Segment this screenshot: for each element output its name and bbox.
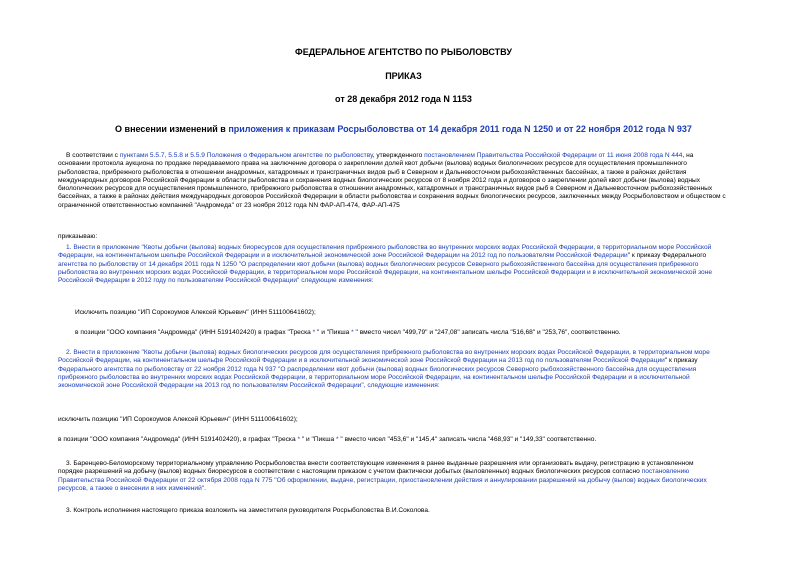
asterisk-icon: * bbox=[295, 436, 302, 443]
item-4-paragraph: 3. Контроль исполнения настоящего приказа возложить на заместителя руководителя Росрыболовства В.И.Соколова. bbox=[66, 507, 430, 514]
document-title bbox=[0, 124, 807, 135]
preamble-paragraph bbox=[58, 152, 770, 210]
decree-link[interactable]: постановлением Правительства Российской Федерации от 11 июня 2008 года N 444 bbox=[424, 152, 683, 159]
item-2-position bbox=[58, 436, 596, 444]
orders-word: приказываю: bbox=[58, 233, 98, 240]
item-1-appendix-link[interactable]: 1. Внести в приложение "Квоты добычи (вылова) водных биоресурсов для осуществления прибрежного рыболовства во внутренних морских водах Российской Федерации, в территориальном море Российской bbox=[66, 244, 712, 251]
item-2-position-tail: " вместо чисел "453,6" и "145,4" записать числа "468,93" и "149,33" соответственно. bbox=[340, 436, 597, 443]
title-link[interactable]: приложения к приказам Росрыболовства от 14 декабря 2011 года N 1250 и от 22 ноября 2012 года N 937 bbox=[228, 124, 692, 134]
item-1-line: агентства по рыболовству от 14 декабря 2011 года N 1250 "О распределении квот добычи (вылова) водных биологических ресурсов Северного рыбохозяйственного бассейна для осуществления прибрежного bbox=[58, 260, 699, 268]
item-3-line: Правительства Российской Федерации от 22 октября 2008 года N 775 "Об оформлении, выдаче, регистрации, приостановлении действия и аннулировании разрешений на добычу (вылов) водных биологических bbox=[58, 476, 707, 484]
item-1-exclude: Исключить позицию "ИП Сорокоумов Алексей Юрьевич" (ИНН 511100641602); bbox=[75, 309, 316, 316]
item-1-line-2 bbox=[58, 252, 770, 260]
item-3-line: 3. Баренцево-Беломорскому территориальному управлению Росрыболовства внести соответствующие изменения в ранее выданные разрешения или организовать выдачу, регистрацию в установленном bbox=[66, 460, 694, 467]
item-2-line: Федерального агентства по рыболовству от 22 ноября 2012 года N 937 "О распределении квот добычи (вылова) водных биологических ресурсов Северного рыбохозяйственного бассейна для осуществления bbox=[58, 365, 697, 373]
preamble-line: основании протокола аукциона по продаже передаваемого права на заключение договора о закреплении долей квот добычи (вылова) водных биологических ресурсов для осуществления промышленного bbox=[58, 160, 687, 168]
date-number-heading: от 28 декабря 2012 года N 1153 bbox=[335, 94, 472, 104]
preamble-text: , на bbox=[682, 152, 694, 159]
item-1-line: рыболовства во внутренних морских водах Российской Федерации, в территориальном море Российской Федерации, на континентальном шельфе Российской Федерации и в исключительной экономической зоне bbox=[58, 268, 713, 276]
preamble-text: В соответствии с bbox=[66, 152, 120, 159]
item-1-appendix-link-cont[interactable]: Федерации, на континентальном шельфе Российской Федерации и в исключительной экономической зоне Российской Федерации на 2012 год по пользователям Российской Федерации bbox=[58, 252, 628, 260]
item-1-position-mid: " и "Пикша bbox=[317, 329, 350, 336]
item-1-line-2-tail: " к приказу Федерального bbox=[627, 252, 707, 260]
preamble-line: ограниченной ответственностью компанией "Андромеда" от 23 ноября 2012 года NN ФАР-АП-474, ФАР-АП-475 bbox=[58, 201, 400, 209]
asterisk-icon: * bbox=[334, 436, 341, 443]
preamble-text: , утвержденного bbox=[372, 152, 425, 159]
item-2-line-2-tail: " к приказу bbox=[664, 357, 698, 365]
asterisk-icon: * bbox=[310, 329, 318, 336]
item-2-paragraph bbox=[58, 349, 770, 390]
order-heading: ПРИКАЗ bbox=[385, 71, 422, 81]
item-3-decree-link[interactable]: постановлению bbox=[641, 468, 690, 476]
item-1-position bbox=[75, 329, 621, 337]
agency-heading: ФЕДЕРАЛЬНОЕ АГЕНТСТВО ПО РЫБОЛОВСТВУ bbox=[295, 47, 512, 57]
item-2-position-text: в позиции "ООО компания "Андромеда" (ИНН 5191402420), в графах "Треска bbox=[58, 436, 296, 443]
item-3-line-2-text: порядке разрешений на добычу (вылов) водных биоресурсов в соответствии с настоящим приказом с учетом фактически добытых (выловленных) водных биологических ресурсов согласно bbox=[58, 468, 640, 476]
title-prefix: О внесении изменений в bbox=[115, 124, 229, 134]
item-3-line-2 bbox=[58, 468, 770, 476]
item-2-appendix-link[interactable]: 2. Внести в приложение "Квоты добычи (вылова) водных биологических ресурсов для осуществления прибрежного рыболовства во внутренних морских водах Российской Федерации, в территориальном море bbox=[66, 349, 710, 356]
item-3-paragraph bbox=[58, 460, 770, 493]
preamble-line: международных договоров Российской Федерации в области рыболовства и сохранения водных биологических ресурсов от 8 ноября 2012 года и договоров о закреплении долей квот добычи (вылова) водных bbox=[58, 176, 701, 184]
item-1-position-text: в позиции "ООО компания "Андромеда" (ИНН 5191402420) в графах "Треска bbox=[75, 329, 311, 336]
preamble-line: бассейнах, а также в районах действия международных договоров Российской Федерации в области рыболовства и сохранения водных биологических ресурсов, заключенных между Росрыболовством и обществом с bbox=[58, 193, 726, 201]
item-2-position-mid: " и "Пикша bbox=[301, 436, 335, 443]
item-2-appendix-link-cont[interactable]: Российской Федерации, на континентальном шельфе Российской Федерации и в исключительной экономической зоне Российской Федерации на 2013 год по пользователям Российской Федерации bbox=[58, 357, 665, 365]
item-1-position-tail: " вместо чисел "499,79" и "247,08" записать числа "516,68" и "253,76", соответственно. bbox=[355, 329, 621, 336]
asterisk-icon: * bbox=[349, 329, 356, 336]
preamble-line: биологических ресурсов для осуществления промышленного, прибрежного рыболовства в отношении анадромных, катадромных и трансграничных видов рыб в Северном и Дальневосточном рыбохозяйственных bbox=[58, 185, 713, 193]
item-2-line-2 bbox=[58, 357, 770, 365]
item-1-line: Российской Федерации в 2012 году по пользователям Российской Федерации" следующие изменения: bbox=[58, 277, 374, 285]
item-2-exclude: исключить позицию "ИП Сорокоумов Алексей Юрьевич" (ИНН 511100641602); bbox=[58, 416, 298, 423]
preamble-line: рыболовства, прибрежного рыболовства в отношении анадромных, катадромных и трансграничных видов рыб в Северном и Дальневосточном рыбохозяйственных бассейнах, а также в районах действия bbox=[58, 168, 687, 176]
item-1-paragraph bbox=[58, 244, 770, 285]
item-3-line: ресурсов, а также о внесении в них изменений". bbox=[58, 484, 206, 492]
item-2-line: прибрежного рыболовства во внутренних морских водах Российской Федерации, в территориальном море Российской Федерации, на континентальном шельфе Российской Федерации и в исключительной bbox=[58, 373, 690, 381]
regulation-link[interactable]: пунктами 5.5.7, 5.5.8 и 5.5.9 Положения о Федеральном агентстве по рыболовству bbox=[119, 152, 373, 159]
item-2-line: экономической зоне Российской Федерации на 2013 год по пользователям Российской Федерации", следующие изменения: bbox=[58, 382, 440, 390]
